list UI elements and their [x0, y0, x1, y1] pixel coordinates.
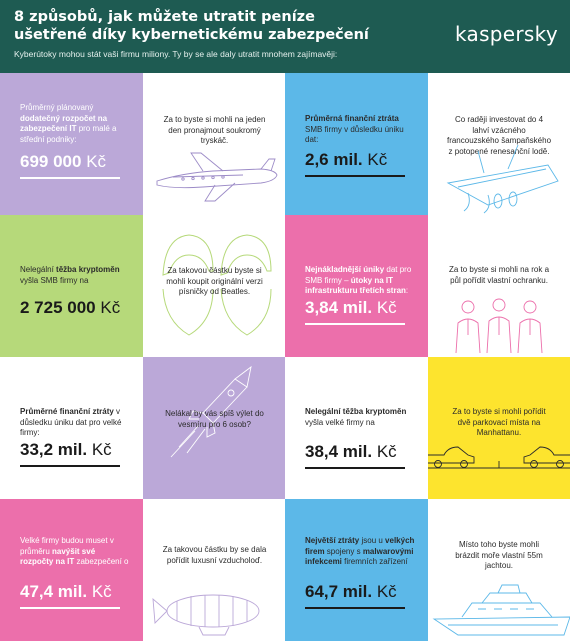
stat-description: Nelegální těžba kryptoměn vyšla velké firmy na: [305, 407, 407, 427]
fact-cell-7: [143, 499, 286, 641]
fact-text: Za to byste si mohli pořídit dvě parkovací místa na Manhattanu.: [452, 407, 546, 437]
fact-cell-4: [428, 215, 570, 357]
stat-description: Velké firmy budou muset v průměru navýšit své rozpočty na IT zabezpečení o: [20, 536, 129, 566]
fact-cell-2: [428, 73, 570, 215]
jet-icon: [143, 73, 286, 215]
bodyguards-icon: [428, 215, 570, 357]
parked-cars-icon: [428, 357, 570, 499]
airship-icon: [143, 499, 286, 641]
title-line-1: 8 způsobů, jak můžete utratit peníze: [14, 9, 315, 25]
stat-cell-7: [0, 499, 143, 641]
amount-underline: [20, 465, 120, 467]
stat-amount: 3,84 mil. Kč: [305, 298, 397, 317]
stat-amount: 699 000 Kč: [20, 152, 107, 171]
stat-cell-5: [0, 357, 143, 499]
stat-description: Nejnákladnější úniky dat pro SMB firmy – útoky na IT infrastrukturu třetích stran:: [305, 265, 412, 295]
fact-text: Místo toho byste mohli brázdit moře vlastní 55m jachtou.: [455, 540, 543, 570]
fact-text: Za to byste si mohli na jeden den pronajmout soukromý tryskáč.: [163, 115, 266, 145]
header-banner: [0, 0, 570, 73]
fact-text: Za takovou částku byste si mohli koupit originální verzi písničky od Beatles.: [166, 266, 263, 296]
stat-cell-2: [285, 73, 428, 215]
stat-cell-4: [285, 215, 428, 357]
amount-underline: [20, 607, 120, 609]
stat-amount: 38,4 mil. Kč: [305, 442, 397, 461]
fact-cell-5: [143, 357, 286, 499]
stat-cell-1: [0, 73, 143, 215]
fact-text: Za to byste si mohli na rok a půl pořídit vlastní ochranku.: [448, 265, 550, 285]
amount-underline: [305, 323, 405, 325]
stat-amount: 47,4 mil. Kč: [20, 582, 112, 601]
fact-text: Nelákal by vás spíš výlet do vesmíru pro 6 osob?: [165, 409, 264, 429]
stat-description: Průměrné finanční ztráty v důsledku úniku dat pro velké firmy:: [20, 407, 122, 437]
stat-amount: 2,6 mil. Kč: [305, 150, 388, 169]
stat-cell-8: [285, 499, 428, 641]
amount-underline: [305, 467, 405, 469]
stat-cell-6: [285, 357, 428, 499]
fact-text: Co raději investovat do 4 lahví vzácného francouzského šampaňského z potopené renesanční lodě.: [446, 115, 552, 156]
yacht-icon: [428, 499, 570, 641]
stat-amount: 33,2 mil. Kč: [20, 440, 112, 459]
sunken-ship-icon: [428, 73, 570, 215]
title-line-2: ušetřené díky kybernetickému zabezpečení: [14, 27, 369, 43]
stat-description: Průměrný plánovaný dodatečný rozpočet na zabezpečení IT pro malé a střední podniky:: [20, 103, 117, 144]
amount-underline: [305, 607, 405, 609]
stat-cell-3: [0, 215, 143, 357]
fact-cell-1: [143, 73, 286, 215]
page-title: [14, 8, 369, 44]
fact-cell-8: [428, 499, 570, 641]
stat-amount: 2 725 000 Kč: [20, 298, 121, 317]
fact-cell-3: [143, 215, 286, 357]
stat-description: Největší ztráty jsou u velkých firem spojeny s malwarovými infekcemi firemních zařízení: [305, 536, 415, 566]
infographic-grid: [0, 73, 570, 641]
page-subtitle: Kyberútoky mohou stát vaši firmu miliony. Ty by se ale daly utratit mnohem zajímavěji:: [14, 49, 338, 59]
fact-cell-6: [428, 357, 570, 499]
stat-description: Nelegální těžba kryptoměn vyšla SMB firmy na: [20, 265, 120, 285]
stat-amount: 64,7 mil. Kč: [305, 582, 397, 601]
kaspersky-logo: kaspersky: [455, 22, 558, 46]
fact-text: Za takovou částku by se dala pořídit luxusní vzducholoď.: [162, 545, 267, 565]
stat-description: Průměrná finanční ztráta SMB firmy v důsledku úniku dat:: [305, 114, 404, 144]
amount-underline: [305, 175, 405, 177]
amount-underline: [20, 177, 120, 179]
